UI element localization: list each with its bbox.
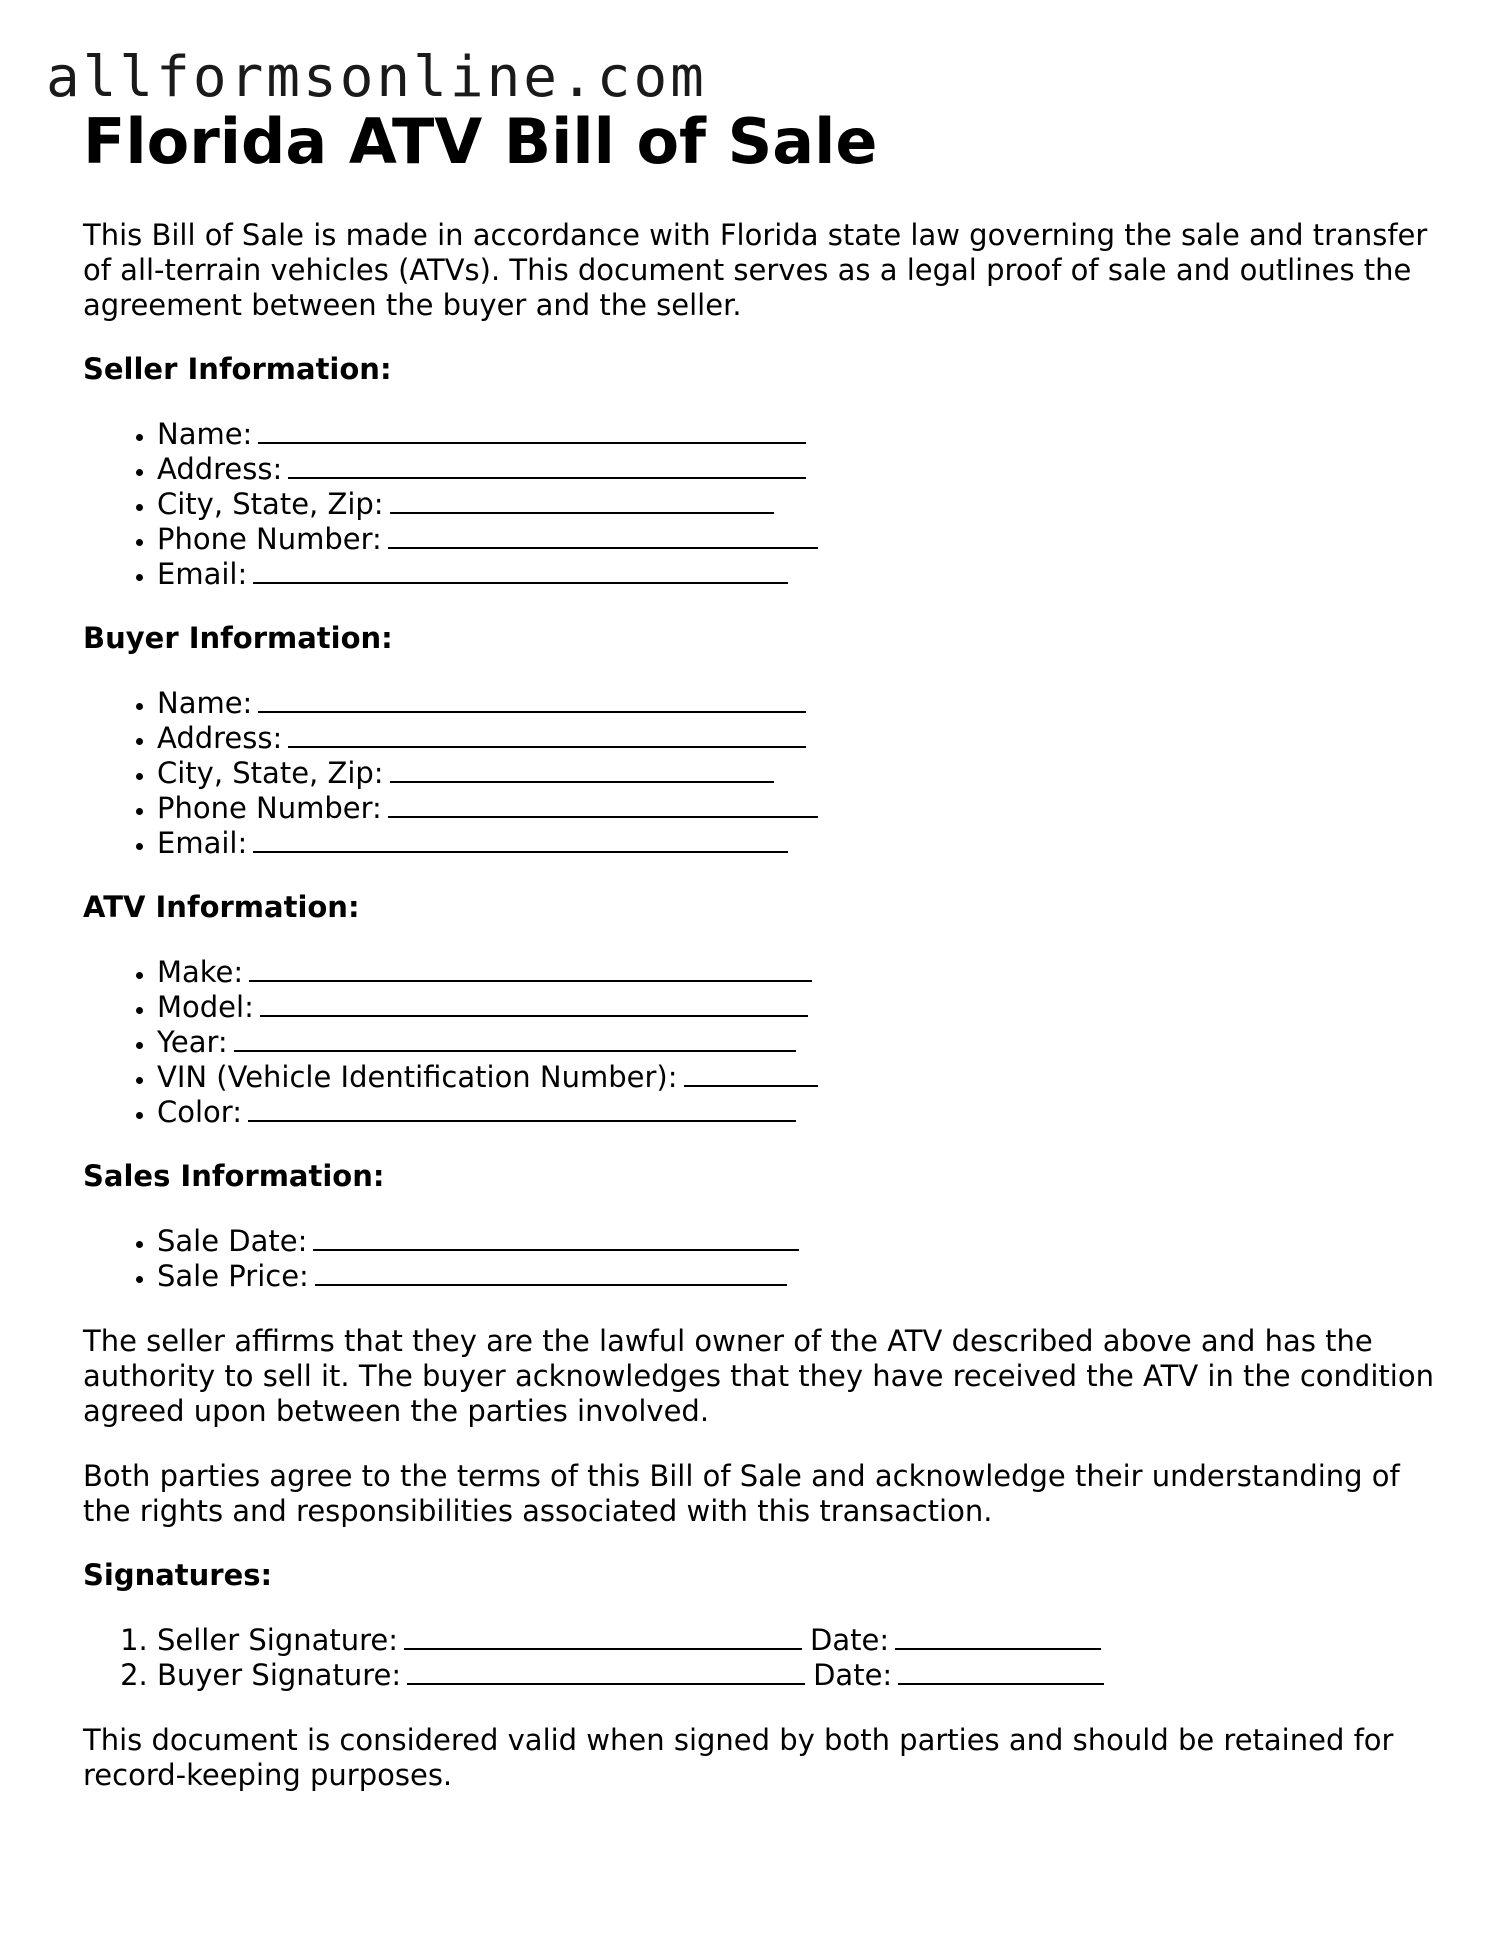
field-label: Make: — [157, 955, 244, 989]
buyer-signature-line[interactable] — [407, 1659, 805, 1685]
buyer-address-item — [157, 721, 1443, 756]
seller-date-label: Date: — [810, 1623, 890, 1657]
seller-signature-item — [157, 1623, 1443, 1658]
buyer-email-line[interactable] — [253, 827, 788, 853]
atv-vin-line[interactable] — [684, 1061, 818, 1087]
watermark: allformsonline.com — [46, 45, 707, 110]
field-label: Sale Price: — [157, 1259, 309, 1293]
atv-make-item — [157, 955, 1443, 990]
buyer-phone-item — [157, 791, 1443, 826]
seller-date-line[interactable] — [895, 1624, 1101, 1650]
field-label: Address: — [157, 452, 283, 486]
seller-name-line[interactable] — [258, 418, 806, 444]
field-label: Color: — [157, 1095, 242, 1129]
seller-heading: Seller Information: — [83, 352, 392, 386]
sale-price-item — [157, 1259, 1443, 1294]
seller-phone-item — [157, 522, 1443, 557]
buyer-fields — [83, 686, 1443, 861]
buyer-phone-line[interactable] — [388, 792, 818, 818]
field-label: Email: — [157, 557, 248, 591]
agreement-paragraph: Both parties agree to the terms of this Bill of Sale and acknowledge their understanding of the rights and responsibilities associated with this transaction. — [83, 1459, 1400, 1528]
atv-year-line[interactable] — [234, 1026, 796, 1052]
field-label: City, State, Zip: — [157, 487, 384, 521]
intro-paragraph: This Bill of Sale is made in accordance with Florida state law governing the sale and transfer of all-terrain vehicles (ATVs). This document serves as a legal proof of sale and outlines the agreement between the buyer and the seller. — [83, 218, 1428, 322]
buyer-signature-item — [157, 1658, 1443, 1693]
document-title: Florida ATV Bill of Sale — [83, 105, 878, 178]
signatures-heading: Signatures: — [83, 1558, 273, 1592]
field-label: Model: — [157, 990, 254, 1024]
field-label: Email: — [157, 826, 248, 860]
seller-phone-line[interactable] — [388, 523, 818, 549]
sale-date-item — [157, 1224, 1443, 1259]
sales-fields — [83, 1224, 1443, 1294]
buyer-heading: Buyer Information: — [83, 621, 393, 655]
atv-vin-item — [157, 1060, 1443, 1095]
closing-paragraph: This document is considered valid when signed by both parties and should be retained for record-keeping purposes. — [83, 1723, 1394, 1792]
field-label: Sale Date: — [157, 1224, 308, 1258]
buyer-city-item — [157, 756, 1443, 791]
seller-address-line[interactable] — [288, 453, 806, 479]
sale-price-line[interactable] — [315, 1260, 787, 1286]
seller-city-line[interactable] — [390, 488, 774, 514]
buyer-signature-label: Buyer Signature: — [157, 1658, 402, 1692]
buyer-name-line[interactable] — [258, 687, 806, 713]
seller-fields — [83, 417, 1443, 592]
atv-make-line[interactable] — [249, 956, 812, 982]
buyer-date-line[interactable] — [898, 1659, 1104, 1685]
seller-email-line[interactable] — [253, 558, 788, 584]
field-label: Year: — [157, 1025, 228, 1059]
seller-address-item — [157, 452, 1443, 487]
buyer-name-item — [157, 686, 1443, 721]
atv-fields — [83, 955, 1443, 1130]
seller-city-item — [157, 487, 1443, 522]
field-label: Phone Number: — [157, 791, 382, 825]
field-label: Name: — [157, 686, 253, 720]
sale-date-line[interactable] — [313, 1225, 799, 1251]
atv-model-line[interactable] — [260, 991, 808, 1017]
atv-color-item — [157, 1095, 1443, 1130]
buyer-date-label: Date: — [813, 1658, 893, 1692]
buyer-city-line[interactable] — [390, 757, 774, 783]
atv-heading: ATV Information: — [83, 890, 360, 924]
affirmation-paragraph: The seller affirms that they are the lawful owner of the ATV described above and has the authority to sell it. The buyer acknowledges that they have received the ATV in the condition agreed upon between the parties involved. — [83, 1324, 1434, 1428]
document-body — [83, 100, 1443, 1793]
seller-name-item — [157, 417, 1443, 452]
field-label: City, State, Zip: — [157, 756, 384, 790]
seller-signature-line[interactable] — [404, 1624, 802, 1650]
seller-signature-label: Seller Signature: — [157, 1623, 399, 1657]
buyer-email-item — [157, 826, 1443, 861]
atv-year-item — [157, 1025, 1443, 1060]
buyer-address-line[interactable] — [288, 722, 806, 748]
signature-list — [83, 1623, 1443, 1693]
sales-heading: Sales Information: — [83, 1159, 385, 1193]
seller-email-item — [157, 557, 1443, 592]
field-label: VIN (Vehicle Identification Number): — [157, 1060, 678, 1094]
atv-color-line[interactable] — [248, 1096, 796, 1122]
field-label: Address: — [157, 721, 283, 755]
field-label: Name: — [157, 417, 253, 451]
atv-model-item — [157, 990, 1443, 1025]
field-label: Phone Number: — [157, 522, 382, 556]
